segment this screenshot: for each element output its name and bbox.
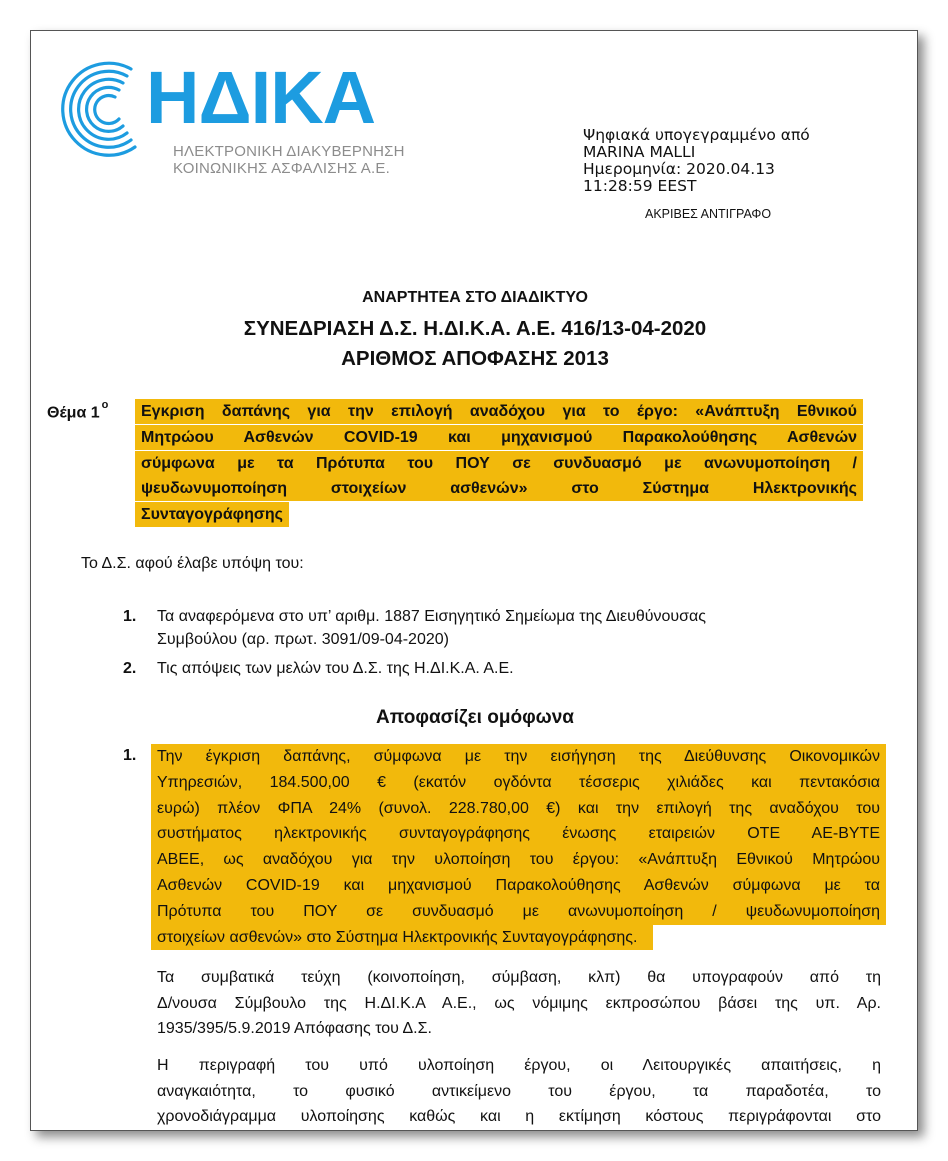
subject-label-text: Θέμα 1 <box>47 404 100 422</box>
hdika-logo <box>53 51 413 181</box>
digital-signature <box>583 127 810 195</box>
list-item-line: Συμβούλου (αρ. πρωτ. 3091/09-04-2020) <box>157 631 449 648</box>
decision-line: ΑΒΕΕ, ως αναδόχου για την υλοποίηση του έργου: «Ανάπτυξη Εθνικού Μητρώου <box>151 847 886 873</box>
decision-line: Υπηρεσιών, 184.500,00 € (εκατόν ογδόντα τέσσερις χιλιάδες και πεντακόσια <box>151 770 886 796</box>
paragraph-line: Η περιγραφή του υπό υλοποίηση έργου, οι Λειτουργικές απαιτήσεις, η <box>157 1057 881 1074</box>
subject-line: σύμφωνα με τα Πρότυπα του ΠΟΥ σε συνδυασμό με ανωνυμοποίηση / <box>135 451 863 476</box>
consideration-item <box>123 657 883 680</box>
paragraph-line: Τα συμβατικά τεύχη (κοινοποίηση, σύμβαση, κλπ) θα υπογραφούν από τη <box>157 969 881 986</box>
paragraph-line: 1935/395/5.9.2019 Απόφασης του Δ.Σ. <box>157 1020 432 1037</box>
subject-label <box>47 399 109 422</box>
document-page <box>30 30 918 1131</box>
subject-line: ψευδωνυμοποίηση στοιχείων ασθενών» στο Σύστημα Ηλεκτρονικής <box>135 476 863 501</box>
logo-subtitle <box>173 143 405 177</box>
decision-line: Την έγκριση δαπάνης, σύμφωνα με την εισήγηση της Διεύθυνσης Οικονομικών <box>151 744 886 770</box>
consideration-item <box>123 605 883 651</box>
subject-text <box>135 399 863 528</box>
signature-line3: Ημερομηνία: 2020.04.13 <box>583 160 775 178</box>
unanimous-heading: Αποφασίζει ομόφωνα <box>376 707 574 728</box>
exact-copy-stamp: ΑΚΡΙΒΕΣ ΑΝΤΙΓΡΑΦΟ <box>645 207 772 221</box>
decision-text <box>151 744 886 950</box>
list-item-line: Τα αναφερόμενα στο υπ’ αριθμ. 1887 Εισηγητικό Σημείωμα της Διευθύνουσας <box>157 608 706 625</box>
post-online-heading: ΑΝΑΡΤΗΤΕΑ ΣΤΟ ΔΙΑΔΙΚΤΥΟ <box>362 289 588 306</box>
subject-line: Συνταγογράφησης <box>135 502 289 527</box>
paragraph-line: αναγκαιότητα, το φυσικό αντικείμενο του έργου, τα παραδοτέα, το <box>157 1082 881 1100</box>
paragraph-line: Δ/νουσα Σύμβουλο της Η.ΔΙ.Κ.Α Α.Ε., ως νόμιμης εκπροσώπου βάσει της υπ. Αρ. <box>157 994 881 1012</box>
list-number: 2. <box>123 660 137 677</box>
logo-wordmark: ΗΔΙΚΑ <box>146 56 376 139</box>
meeting-heading: ΣΥΝΕΔΡΙΑΣΗ Δ.Σ. Η.ΔΙ.Κ.Α. Α.Ε. 416/13-04-2020 <box>243 317 707 340</box>
decision-line: Ασθενών COVID-19 και μηχανισμού Παρακολούθησης Ασθενών σύμφωνα με τα <box>151 873 886 899</box>
list-number: 1. <box>123 608 137 625</box>
logo-subtitle-line1: ΗΛΕΚΤΡΟΝΙΚΗ ΔΙΑΚΥΒΕΡΝΗΣΗ <box>173 143 405 160</box>
signature-line1: Ψηφιακά υπογεγραμμένο από <box>583 126 810 144</box>
intro-text: Το Δ.Σ. αφού έλαβε υπόψη του: <box>81 555 304 572</box>
description-paragraph <box>157 1053 881 1130</box>
decision-line: στοιχείων ασθενών» στο Σύστημα Ηλεκτρονικής Συνταγογράφησης. <box>151 925 653 951</box>
signature-line4: 11:28:59 EEST <box>583 177 697 195</box>
paragraph-line: χρονοδιάγραμμα υλοποίησης καθώς και η εκτίμηση κόστους περιγράφονται στο <box>157 1108 881 1125</box>
decision-line: Πρότυπα του ΠΟΥ σε συνδυασμό με ανωνυμοποίηση / ψευδωνυμοποίηση <box>151 899 886 925</box>
signature-line2: MARINA MALLI <box>583 143 696 161</box>
decision-line: ευρώ) πλέον ΦΠΑ 24% (συνολ. 228.780,00 €) και την επιλογή της αναδόχου του <box>151 796 886 822</box>
logo-subtitle-line2: ΚΟΙΝΩΝΙΚΗΣ ΑΣΦΑΛΙΣΗΣ Α.Ε. <box>173 160 390 177</box>
list-item-line: Τις απόψεις των μελών του Δ.Σ. της Η.ΔΙ.Κ.Α. Α.Ε. <box>157 660 514 677</box>
subject-line: Μητρώου Ασθενών COVID-19 και μηχανισμού Παρακολούθησης Ασθενών <box>135 425 863 450</box>
contract-paragraph <box>157 965 881 1042</box>
subject-line: Εγκριση δαπάνης για την επιλογή αναδόχου για το έργο: «Ανάπτυξη Εθνικού <box>135 399 863 424</box>
decision-number: 1. <box>123 747 137 764</box>
decision-line: συστήματος ηλεκτρονικής συνταγογράφησης ένωσης εταιρειών ΟΤΕ ΑΕ-ΒΥΤΕ <box>151 821 886 847</box>
subject-label-sup: ο <box>101 399 109 411</box>
decision-number-heading: ΑΡΙΘΜΟΣ ΑΠΟΦΑΣΗΣ 2013 <box>341 347 609 370</box>
